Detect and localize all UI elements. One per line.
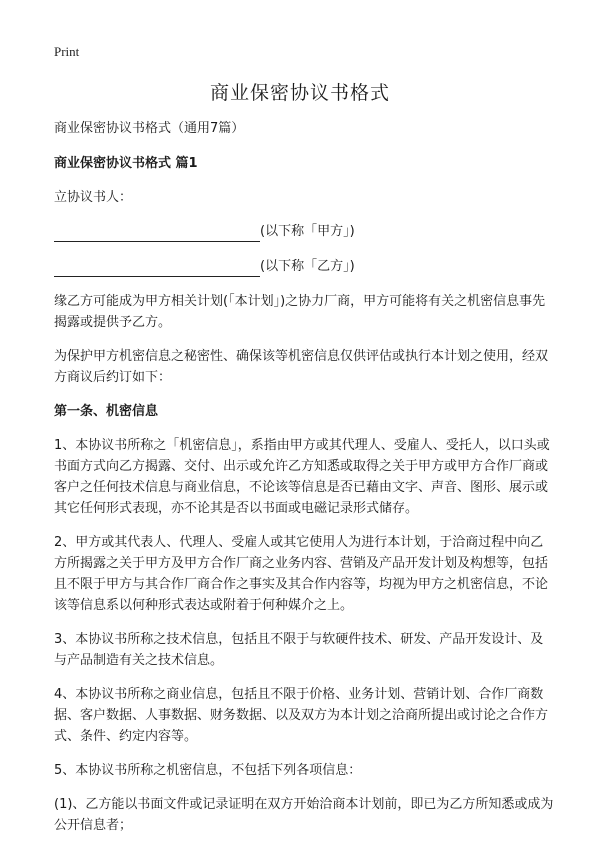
document-subtitle: 商业保密协议书格式（通用7篇） [54,121,245,136]
clause-1: 1、本协议书所称之「机密信息」，系指由甲方或其代理人、受雇人、受托人，以口头或书面方式向乙方揭露、交付、出示或允许乙方知悉或取得之关于甲方或甲方合作厂商或客户之任何技术信息与商业信息，不论该等信息是否已藉由文字、声音、图形、展示或其它任何形式表现，亦不论其是否以书面或电磁记录形式储存。 [54,438,550,516]
print-link[interactable]: Print [54,44,80,59]
intro-paragraph-2: 为保护甲方机密信息之秘密性、确保该等机密信息仅供评估或执行本计划之使用，经双方商议后约订如下： [54,349,549,385]
party-a-suffix: (以下称「甲方」) [260,224,355,239]
document-body [54,118,554,849]
article-1-heading: 第一条、机密信息 [54,404,159,419]
parties-label: 立协议书人： [54,190,133,205]
clause-5: 5、本协议书所称之机密信息，不包括下列各项信息： [54,763,362,778]
party-b-line [54,256,554,277]
party-b-blank [54,260,260,277]
clause-3: 3、本协议书所称之技术信息，包括且不限于与软硬件技术、研发、产品开发设计、及与产品制造有关之技术信息。 [54,632,544,668]
party-a-blank [54,225,260,242]
section-title: 商业保密协议书格式 篇1 [54,156,198,171]
clause-2: 2、甲方或其代表人、代理人、受雇人或其它使用人为进行本计划，于洽商过程中向乙方所揭露之关于甲方及甲方合作厂商之业务内容、营销及产品开发计划及构想等，包括且不限于甲方与其合作厂商合作之事实及其合作内容等，均视为甲方之机密信息，不论该等信息系以何种形式表达或附着于何种媒介之上。 [54,535,549,613]
clause-4: 4、本协议书所称之商业信息，包括且不限于价格、业务计划、营销计划、合作厂商数据、客户数据、人事数据、财务数据、以及双方为本计划之洽商所提出或讨论之合作方式、条件、约定内容等。 [54,687,549,744]
page-title: 商业保密协议书格式 [209,82,390,104]
intro-paragraph-1: 缘乙方可能成为甲方相关计划(「本计划」)之协力厂商，甲方可能将有关之机密信息事先揭露或提供予乙方。 [54,294,546,330]
party-a-line [54,221,554,242]
party-b-suffix: (以下称「乙方」) [260,259,355,274]
clause-5-item-1: (1)、乙方能以书面文件或记录证明在双方开始洽商本计划前，即已为乙方所知悉或成为公开信息者； [54,797,554,833]
